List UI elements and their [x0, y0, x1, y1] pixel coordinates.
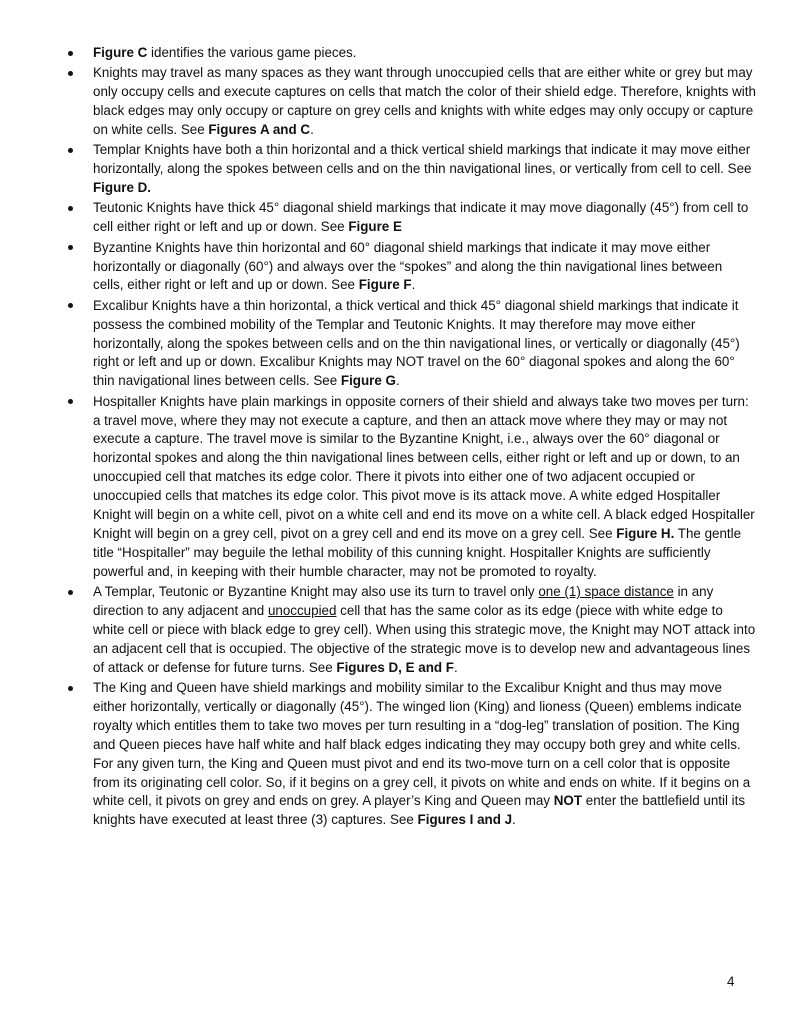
bold-reference: Figure D.: [93, 180, 152, 196]
rule-text: The gentle title “Hospitaller” may beguile the lethal mobility of this cunning knight. Hospitaller Knights are sufficiently powerful and, in keeping with their humble character, may not be promoted to royalty.: [93, 526, 742, 579]
rule-text: .: [395, 373, 400, 389]
rule-text: Excalibur Knights have a thin horizontal, a thick vertical and thick 45° diagonal shield markings that indicate it possess the combined mobility of the Templar and Teutonic Knights. It may therefore may move either horizontally, along the spokes between cells and on the thin navigational lines, or vertically or diagonally (45°) right or left and up or down. Excalibur Knights may NOT travel on the 60° diagonal spokes and along the 60° thin navigational lines between cells. See: [93, 297, 740, 389]
bold-reference: NOT: [553, 793, 583, 809]
bold-reference: Figures A and C: [208, 122, 311, 138]
bullet-dot-icon: [68, 590, 73, 595]
rule-text: in any direction to any adjacent and: [93, 584, 714, 619]
bullet-dot-icon: [68, 303, 73, 308]
bold-reference: Figure C: [93, 45, 148, 60]
bullet-dot-icon: [68, 51, 73, 56]
rule-text: .: [411, 277, 416, 293]
rule-text: cell that has the same color as its edge (piece with white edge to white cell or piece with black edge to grey cell). When using this strategic move, the Knight may NOT attack into an adjacent cell that is occupied. The objective of the strategic move is to develop new and advantageous lines of attack or defense for future turns. See: [93, 603, 756, 675]
bold-reference: Figure F: [358, 277, 412, 293]
rule-text: Templar Knights have both a thin horizontal and a thick vertical shield markings that indicate it may move either horizontally, along the spokes between cells and on the thin navigational lines, or vertically from cell to cell. See: [93, 142, 752, 177]
bold-reference: Figures I and J: [417, 812, 513, 828]
page-number: 4: [727, 974, 735, 989]
rule-bullet: [66, 297, 756, 392]
bullet-dot-icon: [68, 399, 73, 404]
bullet-dot-icon: [68, 245, 73, 250]
rule-bullet: [66, 141, 756, 198]
rule-text: Teutonic Knights have thick 45° diagonal shield markings that indicate it may move diagonally (45°) from cell to cell either right or left and up or down. See: [93, 200, 749, 235]
rule-text: .: [310, 122, 314, 138]
rule-text: A Templar, Teutonic or Byzantine Knight may also use its turn to travel only: [93, 584, 539, 600]
bold-reference: Figure G: [340, 373, 396, 389]
rule-text: identifies the various game pieces.: [147, 45, 357, 60]
rule-bullet: [66, 583, 756, 678]
underlined-text: one (1) space distance: [538, 584, 674, 600]
underlined-text: unoccupied: [267, 603, 337, 619]
rule-text: Knights may travel as many spaces as they want through unoccupied cells that are either white or grey but may only occupy cells and execute captures on cells that match the color of their shield edge. Therefore, knights with black edges may only occupy or capture on grey cells and knights with white edges may only occupy or capture on white cells. See: [93, 65, 756, 138]
rule-bullet: [66, 679, 756, 830]
bullet-dot-icon: [68, 148, 73, 153]
bullet-dot-icon: [68, 686, 73, 691]
bullet-dot-icon: [68, 71, 73, 76]
bullet-dot-icon: [68, 206, 73, 211]
rule-bullet: [66, 199, 756, 237]
bold-reference: Figures D, E and F: [336, 659, 454, 675]
rule-bullet: [66, 239, 756, 296]
rule-text: Byzantine Knights have thin horizontal and 60° diagonal shield markings that indicate it may move either horizontally or diagonally (60°) and always over the “spokes” and along the thin navigational lines between cells, either right or left and up or down. See: [93, 239, 723, 293]
rule-text: .: [512, 812, 516, 828]
bold-reference: Figure E: [348, 219, 402, 235]
rule-text: .: [453, 659, 458, 675]
rule-text: Hospitaller Knights have plain markings in opposite corners of their shield and always take two moves per turn: a travel move, where they may not execute a capture, and then an attack move where they may or may not execute a capture. The travel move is similar to the Byzantine Knight, i.e., always over the 60° diagonal or horizontal spokes and along the thin navigational lines between cells, either right or left and up or down, to an unoccupied cell that matches its edge color. There it pivots into either one of two adjacent occupied or unoccupied cells that matches its edge color. This pivot move is its attack move. A white edged Hospitaller Knight will begin on a white cell, pivot on a white cell and end its move on a white cell. A black edged Hospitaller Knight will begin on a grey cell, pivot on a grey cell and end its move on a grey cell. See: [93, 393, 755, 541]
rule-bullet: [66, 64, 756, 140]
rule-bullet: [66, 393, 756, 582]
bold-reference: Figure H.: [616, 526, 675, 541]
rule-bullet: [66, 44, 756, 63]
rule-text: The King and Queen have shield markings and mobility similar to the Excalibur Knight and thus may move either horizontally, vertically or diagonally (45°). The winged lion (King) and lioness (Queen) emblems indicate royalty which entitles them to take two moves per turn resulting in a “dog-leg” translation of position. The King and Queen pieces have half white and half black edges indicating they may occupy both grey and white cells. For any given turn, the King and Queen must pivot and end its two-move turn on a cell color that is opposite from its originating cell color. So, if it begins on a grey cell, it pivots on white and ends on white. If it begins on a white cell, it pivots on grey and ends on grey. A player’s King and Queen may: [93, 680, 751, 809]
rule-text: enter the battlefield until its knights have executed at least three (3) captures. See: [93, 793, 746, 828]
rules-list: [66, 44, 756, 832]
